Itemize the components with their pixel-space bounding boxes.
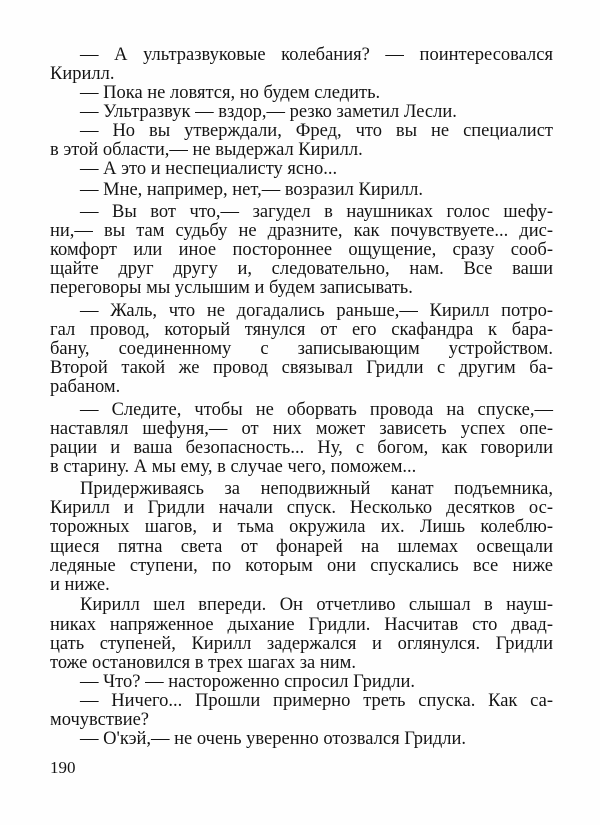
text-line: — Вы вот что,— загудел в наушниках голос шефу-	[80, 202, 553, 222]
text-line: — Ничего... Прошли примерно треть спуска. Как са-	[80, 691, 553, 711]
text-line: цать ступеней, Кирилл задержался и оглянулся. Гридли	[50, 634, 553, 654]
text-line: торожных шагов, и тьма окружила их. Лишь колеблю-	[50, 517, 553, 537]
text-line: Придерживаясь за неподвижный канат подъемника,	[80, 479, 553, 499]
text-line: — О'кэй,— не очень уверенно отозвался Гридли.	[80, 729, 467, 749]
text-line: бану, соединенному с записывающим устройством.	[50, 339, 553, 359]
text-line: наставлял шефуня,— от них может зависеть успех опе-	[50, 419, 553, 439]
text-line: никах напряженное дыхание Гридли. Насчитав сто двад-	[50, 615, 553, 635]
text-line: щиеся пятна света от фонарей на шлемах освещали	[50, 537, 553, 557]
text-line: Кирилл шел впереди. Он отчетливо слышал в науш-	[80, 595, 553, 615]
text-line: Второй такой же провод связывал Гридли с другим ба-	[50, 358, 553, 378]
text-line: Кирилл и Гридли начали спуск. Несколько десятков ос-	[50, 498, 553, 518]
text-line: и ниже.	[50, 575, 110, 595]
text-line: — Что? — настороженно спросил Гридли.	[80, 672, 415, 692]
text-line: рации и ваша безопасность... Ну, с богом, как говорили	[50, 438, 553, 458]
text-line: — Ультразвук — вздор,— резко заметил Лесли.	[80, 102, 457, 122]
text-line: гал провод, который тянулся от его скафандра к бара-	[50, 320, 553, 340]
page-number: 190	[50, 758, 76, 777]
text-line: ледяные ступени, по которым они спускались все ниже	[50, 556, 553, 576]
text-line: тоже остановился в трех шагах за ним.	[50, 653, 356, 673]
text-line: Кирилл.	[50, 64, 115, 84]
text-line: — А ультразвуковые колебания? — поинтересовался	[80, 45, 553, 65]
text-line: в этой области,— не выдержал Кирилл.	[50, 140, 363, 160]
text-line: щайте друг другу и, следовательно, нам. Все ваши	[50, 259, 553, 279]
text-line: — А это и неспециалисту ясно...	[80, 159, 338, 179]
text-line: — Мне, например, нет,— возразил Кирилл.	[80, 180, 423, 200]
text-line: мочувствие?	[50, 710, 150, 730]
text-line: — Пока не ловятся, но будем следить.	[80, 83, 381, 103]
text-line: — Жаль, что не догадались раньше,— Кирилл потро-	[80, 301, 553, 321]
text-line: комфорт или иное постороннее ощущение, сразу сооб-	[50, 240, 553, 260]
text-line: в старину. А мы ему, в случае чего, поможем...	[50, 457, 417, 477]
text-line: рабаном.	[50, 377, 121, 397]
text-line: — Но вы утверждали, Фред, что вы не специалист	[80, 121, 553, 141]
text-line: переговоры мы услышим и будем записывать.	[50, 278, 413, 298]
text-line: — Следите, чтобы не оборвать провода на спуске,—	[80, 400, 553, 420]
text-line: ни,— вы там судьбу не дразните, как почувствуете... дис-	[50, 221, 553, 241]
